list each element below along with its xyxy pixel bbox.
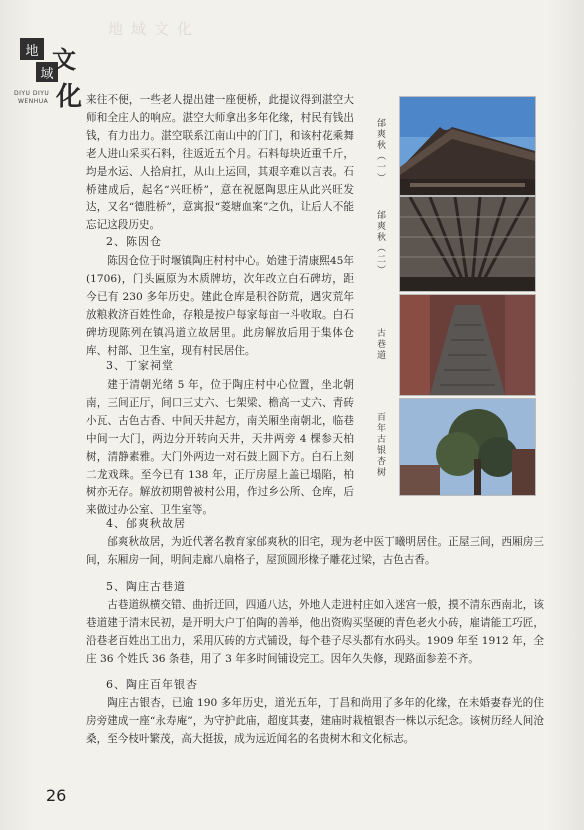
section-text: 邰爽秋故居，为近代著名教育家邰爽秋的旧宅，现为老中医丁曦明居住。正屋三间，西厢房三间，东厢房一间，明间走廊八扇格子，屋顶圆形椽子雕花过梁，古色古香。	[86, 536, 544, 566]
section-text: 陶庄古银杏，已逾 190 多年历史，道光五年，丁昌和尚用了多年的化缘，在未婚妻春光的住房旁建成一座“永寿庵”，为守护此庙，超度其妻，建庙时栽植银杏一株以示纪念。该树历经人间沧桑，至今枝叶繁茂，高大挺拔，成为远近闻名的名贵树木和文化标志。	[86, 697, 544, 745]
photo-roof-beams	[399, 196, 536, 292]
section-title: 5、陶庄古巷道	[106, 580, 186, 593]
section-title: 3、丁家祠堂	[106, 359, 174, 372]
photo-ginkgo-tree	[399, 398, 536, 496]
photo-roof-eaves	[399, 96, 536, 196]
section-title: 4、邰爽秋故居	[106, 517, 186, 530]
section-title: 6、陶庄百年银杏	[106, 678, 198, 691]
photo-caption: 百年古银杏树	[375, 412, 385, 478]
photo-caption: 邰爽秋（一）	[375, 118, 385, 184]
intro-paragraph: 来往不便，一些老人提出建一座便桥，此提议得到湛空大师和全庄人的响应。湛空大师拿出多年化缘，村民有钱出钱，有力出力。湛空联系江南山中的门门，和该村花乘舞老人进山采买石料，往返近五个月。石料每块近重千斤，均是水运、人拾肩扛，从山上运回，其艰辛难以言表。石桥建成后，起名“兴旺桥”，意在祝愿陶思庄从此兴旺发达，又名“德胜桥”，意寓报“菱塘血案”之仇，让后人不能忘记这段历史。	[86, 94, 354, 232]
header-watermark: 地域文化	[108, 20, 201, 38]
section-logo	[12, 32, 83, 112]
logo-char-box: 域	[36, 62, 58, 82]
photo-caption: 邰爽秋（二）	[375, 210, 385, 276]
logo-big-char: 化	[56, 82, 83, 112]
logo-big-char: 文	[52, 45, 76, 74]
section-title: 2、陈因仓	[106, 235, 162, 248]
photo-caption: 古巷道	[375, 328, 385, 361]
section-text: 陈因仓位于时堰镇陶庄村村中心。始建于清康熙45年(1706)，门头匾原为木质牌坊，次年改立白石碑坊，距今已有 230 多年历史。建此仓库是积谷防荒，遇灾荒年放粮救济百姓性命，存粮是按户每家每亩一斗收取。白石碑坊现陈列在镇冯道立故居里。此房解放后用于集体仓库、村部、卫生室，现有村民居住。	[86, 255, 354, 357]
logo-char-box: 地	[20, 38, 44, 60]
logo-english: WENHUA	[18, 98, 49, 105]
section-text: 建于清朝光绪 5 年，位于陶庄村中心位置，坐北朝南，三间正厅，间口三丈六、七架梁、檐高一丈六、青砖小瓦、古色古香、中间天井起方，南关厢坐南朝北，临巷中间一大门，两边分开转向天井，天井两旁 4 棵参天柏树，清静素雅。大门外两边一对石鼓上圆下方。白石上刻二龙戏珠。至今已有 138 年，正厅房屋上盖已塌陷，柏树亦无存。解放初期曾被村公用，作过乡公所、仓库，后来做过办公室、卫生室等。	[86, 379, 354, 517]
photo-old-alley	[399, 294, 536, 396]
logo-english: DIYU DIYU	[14, 90, 50, 97]
section-text: 古巷道纵横交错、曲折迂回，四通八达，外地人走进村庄如入迷宫一般，摸不清东西南北，该巷道建于清末民初，是开明大户丁伯陶的善举，他出资购买坚硬的青色老火小砖，雇请能工巧匠，沿巷老百姓出工出力，采用仄砖的方式铺设，每个巷子尽头都有水码头。1909 年至 1912 年，全庄 36 个姓氏 36 条巷，用了 3 年多时间铺设完工。因年久失修，现路面参差不齐。	[86, 599, 544, 665]
page-number: 26	[46, 786, 67, 805]
